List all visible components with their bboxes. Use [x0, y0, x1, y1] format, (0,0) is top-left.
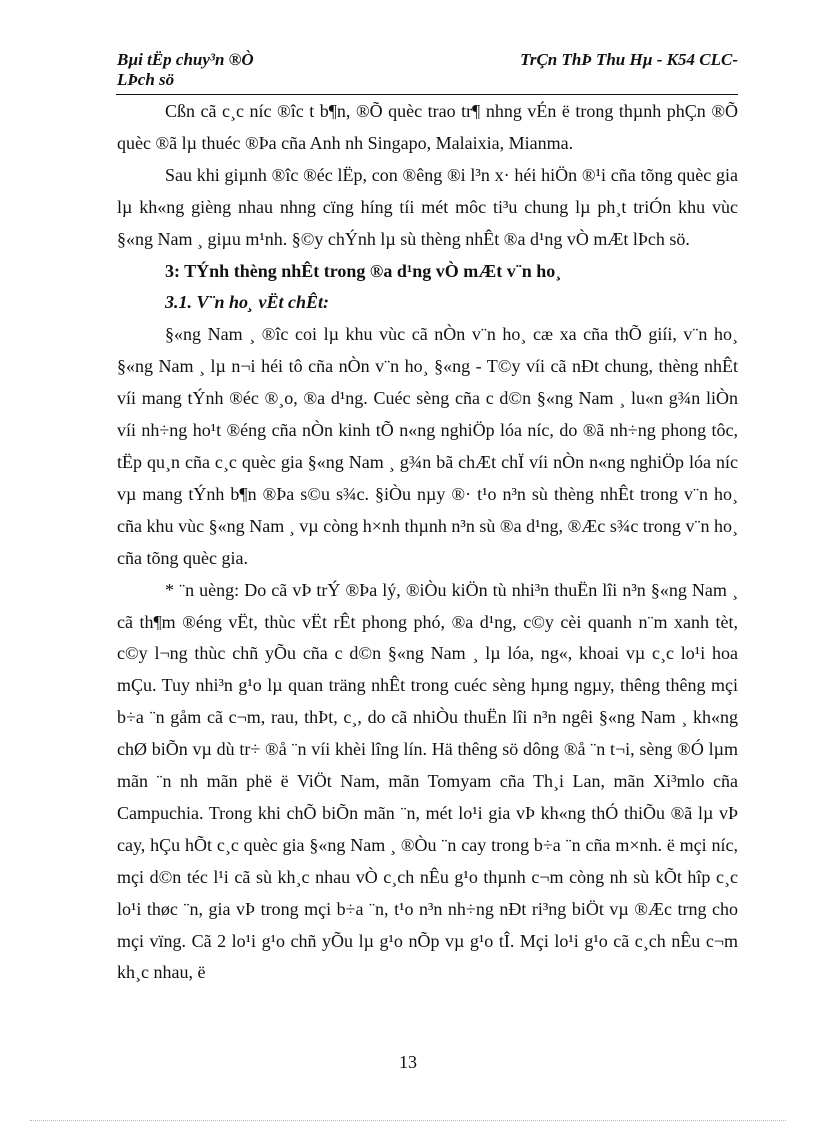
body-text	[117, 96, 738, 989]
subsection-heading: 3.1. V¨n ho¸ vËt chÊt:	[165, 292, 330, 313]
header-left-line1: Bµi tËp chuy³n ®Ò	[117, 50, 254, 69]
page-number: 13	[399, 1052, 417, 1072]
paragraph: Cßn cã c¸c níc ®îc t b¶n, ®Õ quèc trao tr¶ nhng vÉn ë trong thµnh phÇn ®Õ quèc ®ã lµ thuéc ®Þa cña Anh nh Singapo, Malaixia, Mianma.	[117, 101, 738, 153]
header-left	[117, 50, 397, 90]
footer-dotted-line	[30, 1120, 786, 1121]
header-rule	[116, 94, 738, 95]
paragraph: Sau khi giµnh ®îc ®éc lËp, con ®êng ®i l³n x· héi hiÖn ®¹i cña tõng quèc gia lµ kh«ng gièng nhau nhng cïng híng tíi mét môc ti³u chung lµ ph¸t triÓn khu vùc §«ng Nam ¸ giµu m¹nh. §©y chÝnh lµ sù thèng nhÊt ®a d¹ng vÒ mÆt lÞch sö.	[117, 164, 738, 249]
paragraph: §«ng Nam ¸ ®îc coi lµ khu vùc cã nÒn v¨n ho¸ cæ xa cña thÕ giíi, v¨n ho¸ §«ng Nam ¸ lµ n¬i héi tô cña nÒn v¨n ho¸ §«ng - T©y víi cã nÐt chung, thèng nhÊt víi mang tÝnh ®éc ®¸o, ®a d¹ng. Cuéc sèng cña c d©n §«ng Nam ¸ lu«n g¾n liÒn víi nh÷ng ho¹t ®éng cña nÒn kinh tÕ n«ng nghiÖp lóa níc, do ®ã nh÷ng phong tôc, tËp qu¸n cña c¸c quèc gia §«ng Nam ¸ g¾n bã chÆt chÏ víi nÒn n«ng nghiÖp lóa níc vµ mang tÝnh b¶n ®Þa s©u s¾c. §iÒu nµy ®· t¹o n³n sù thèng nhÊt trong v¨n ho¸ cña khu vùc §«ng Nam ¸ vµ còng h×nh thµnh n³n sù ®a d¹ng, ®Æc s¾c trong v¨n ho¸ cña tõng quèc gia.	[117, 324, 738, 568]
header-right: TrÇn ThÞ Thu Hµ - K54 CLC-	[520, 50, 738, 69]
header-left-line2: LÞch sö	[117, 70, 175, 89]
paragraph: * ¨n uèng: Do cã vÞ trÝ ®Þa lý, ®iÒu kiÖn tù nhi³n thuËn lîi n³n §«ng Nam ¸ cã th¶m ®éng vËt, thùc vËt rÊt phong phó, ®a d¹ng, c©y cèi quanh n¨m xanh tèt, c©y l¬ng thùc chñ yÕu cña c d©n §«ng Nam ¸ lµ lóa, ng«, khoai vµ c¸c lo¹i hoa mÇu. Tuy nhi³n g¹o lµ quan träng nhÊt trong cuéc sèng hµng ngµy, thêng thêng mçi b÷a ¨n gåm cã c¬m, rau, thÞt, c¸, do cã nhiÒu thuËn lîi n³n ngêi §«ng Nam ¸ kh«ng chØ biÕn vµ dù tr÷ ®å ¨n víi khèi lîng lín. Hä thêng sö dông ®å ¨n t¬i, sèng ®Ó lµm mãn ¨n nh mãn phë ë ViÖt Nam, mãn Tomyam cña Th¸i Lan, mãn Xi³mlo cña Campuchia. Trong khi chÕ biÕn mãn ¨n, mét lo¹i gia vÞ kh«ng thÓ thiÕu ®ã lµ vÞ cay, hÇu hÕt c¸c quèc gia §«ng Nam ¸ ®Òu ¨n cay trong b÷a ¨n cña m×nh. ë mçi níc, mçi d©n téc l¹i cã sù kh¸c nhau vÒ c¸ch nÊu g¹o thµnh c¬m còng nh sù kÕt hîp c¸c lo¹i thøc ¨n, gia vÞ trong mçi b÷a ¨n, t¹o n³n nh÷ng nÐt ri³ng biÖt vµ ®Æc trng cho mçi vïng. Cã 2 lo¹i g¹o chñ yÕu lµ g¹o nÕp vµ g¹o tÎ. Mçi lo¹i g¹o cã c¸ch nÊu c¬m kh¸c nhau, ë	[117, 579, 738, 983]
section-heading: 3: TÝnh thèng nhÊt trong ®a d¹ng vÒ mÆt v¨n ho¸	[165, 260, 562, 281]
